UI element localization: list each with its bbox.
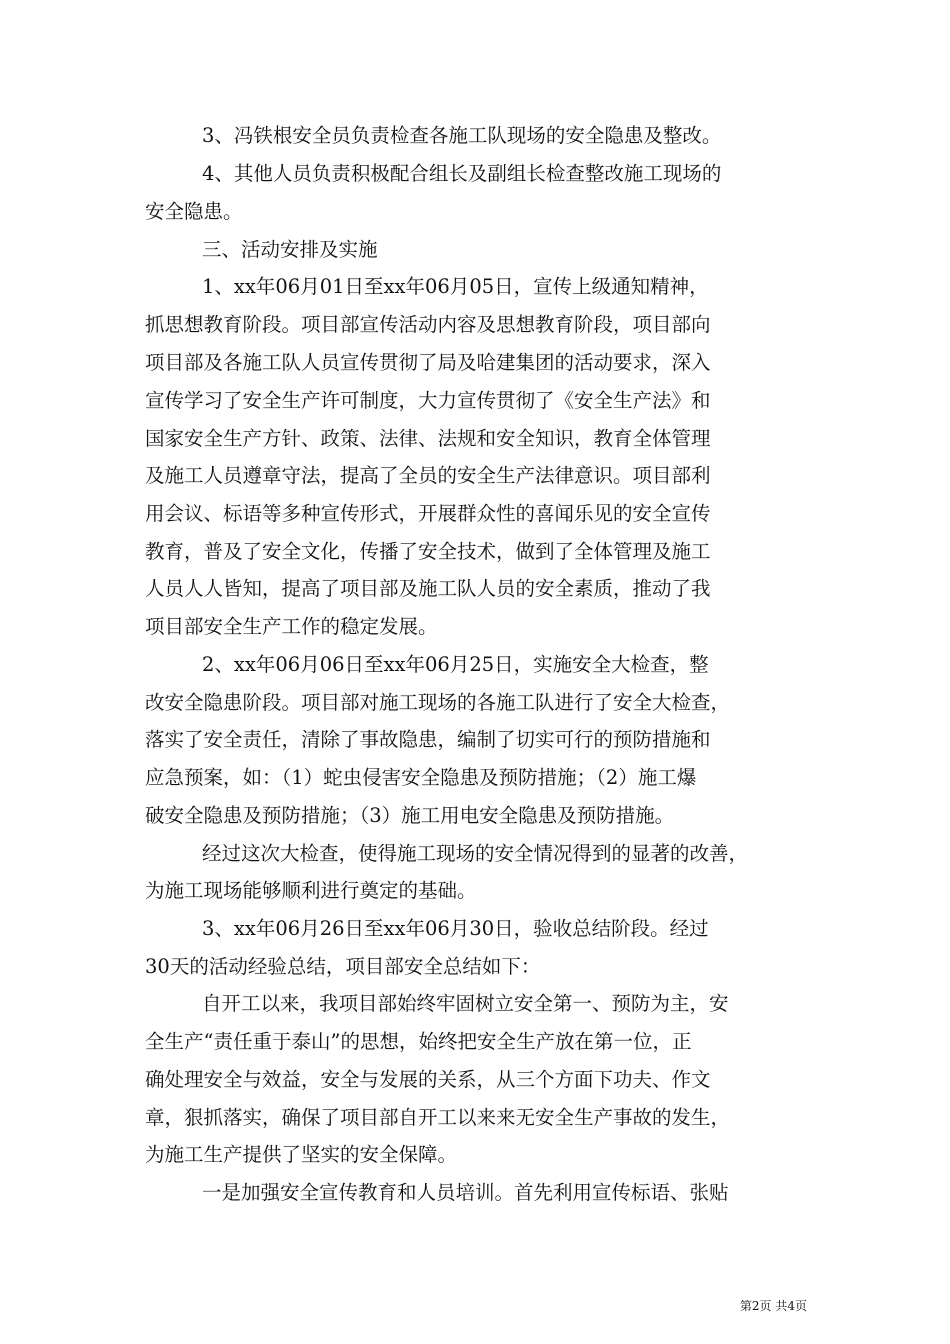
text-line: 全生产“责任重于泰山”的思想，始终把安全生产放在第一位，正 [145,1030,692,1053]
text-line: 项目部及各施工队人员宣传贯彻了局及哈建集团的活动要求，深入 [145,351,711,374]
text-line: 确处理安全与效益，安全与发展的关系，从三个方面下功夫、作文 [145,1068,711,1091]
text-line: 用会议、标语等多种宣传形式，开展群众性的喜闻乐见的安全宣传 [145,502,711,525]
text-line: 及施工人员遵章守法，提高了全员的安全生产法律意识。项目部利 [145,464,711,487]
text-line: 应急预案，如：（1）蛇虫侵害安全隐患及预防措施；（2）施工爆 [145,766,697,789]
page-number: 第2页 共4页 [739,1299,807,1313]
text-line: 项目部安全生产工作的稳定发展。 [145,615,438,638]
text-line: 破安全隐患及预防措施；（3）施工用电安全隐患及预防措施。 [145,804,675,827]
section-heading: 三、活动安排及实施 [202,238,378,261]
text-line: 1、xx年06月01日至xx年06月05日，宣传上级通知精神， [202,275,709,298]
text-line: 抓思想教育阶段。项目部宣传活动内容及思想教育阶段，项目部向 [145,313,711,336]
text-line: 教育，普及了安全文化，传播了安全技术，做到了全体管理及施工 [145,540,711,563]
text-line: 宣传学习了安全生产许可制度，大力宣传贯彻了《安全生产法》和 [145,389,711,412]
text-line: 为施工现场能够顺利进行奠定的基础。 [145,879,477,902]
text-line: 2、xx年06月06日至xx年06月25日，实施安全大检查，整 [202,653,709,676]
text-line: 一是加强安全宣传教育和人员培训。首先利用宣传标语、张贴 [202,1181,729,1204]
text-line: 落实了安全责任，清除了事故隐患，编制了切实可行的预防措施和 [145,728,711,751]
text-line: 3、冯铁根安全员负责检查各施工队现场的安全隐患及整改。 [202,124,722,147]
text-line: 章，狠抓落实，确保了项目部自开工以来来无安全生产事故的发生， [145,1106,731,1129]
text-line: 人员人人皆知，提高了项目部及施工队人员的安全素质，推动了我 [145,577,711,600]
text-line: 国家安全生产方针、政策、法律、法规和安全知识，教育全体管理 [145,427,711,450]
text-line: 4、其他人员负责积极配合组长及副组长检查整改施工现场的 [202,162,722,185]
text-line: 安全隐患。 [145,200,243,223]
text-line: 30天的活动经验总结，项目部安全总结如下： [145,955,541,978]
text-line: 为施工生产提供了坚实的安全保障。 [145,1143,458,1166]
text-line: 改安全隐患阶段。项目部对施工现场的各施工队进行了安全大检查， [145,691,731,714]
text-line: 自开工以来，我项目部始终牢固树立安全第一、预防为主，安 [202,992,729,1015]
text-line: 经过这次大检查，使得施工现场的安全情况得到的显著的改善， [202,842,749,865]
text-line: 3、xx年06月26日至xx年06月30日，验收总结阶段。经过 [202,917,709,940]
